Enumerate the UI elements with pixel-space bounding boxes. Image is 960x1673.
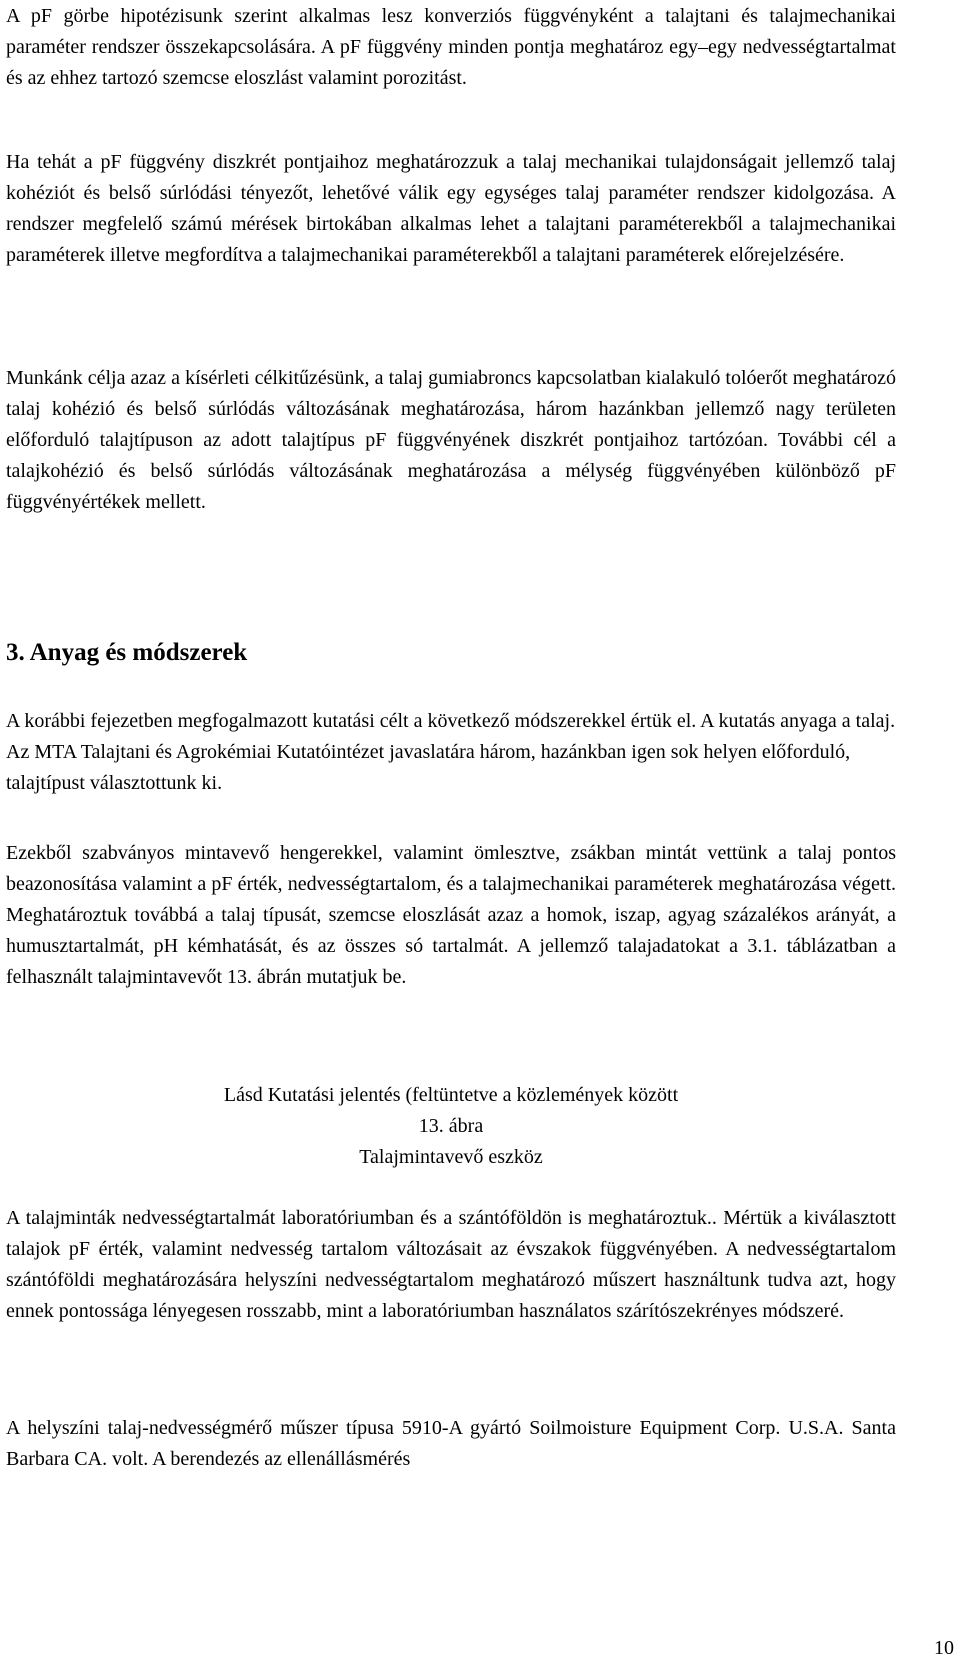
figure-caption bbox=[126, 1080, 776, 1173]
figure-caption-reference: Lásd Kutatási jelentés (feltüntetve a közlemények között bbox=[223, 1084, 679, 1106]
paragraph-methods-intro: A korábbi fejezetben megfogalmazott kutatási célt a következő módszerekkel értük el. A kutatás anyaga a talaj. Az MTA Talajtani és Agrokémiai Kutatóintézet javaslatára három, hazánkban igen sok helyen előforduló, talajtípust választottunk ki. bbox=[6, 710, 896, 794]
figure-caption-number: 13. ábra bbox=[418, 1115, 484, 1137]
paragraph-sampling: Ezekből szabványos mintavevő hengerekkel, valamint ömlesztve, zsákban mintát vettünk a talaj pontos beazonosítása valamint a pF érték, nedvességtartalom, és a talajmechanikai paraméterek meghatározása végett. Meghatároztuk továbbá a talaj típusát, szemcse eloszlását azaz a homok, iszap, agyag százalékos arányát, a humusztartalmát, pH kémhatását, és az összes só tartalmát. A jellemző talajadatokat a 3.1. táblázatban a felhasznált talajmintavevőt 13. ábrán mutatjuk be. bbox=[6, 842, 896, 988]
paragraph-pf-hypothesis: A pF görbe hipotézisunk szerint alkalmas lesz konverziós függvényként a talajtani és talajmechanikai paraméter rendszer összekapcsolására. A pF függvény minden pontja meghatároz egy–egy nedvességtartalmat és az ehhez tartozó szemcse eloszlást valamint porozitást. bbox=[6, 5, 896, 89]
paragraph-instrument: A helyszíni talaj-nedvességmérő műszer típusa 5910-A gyártó Soilmoisture Equipment Corp. U.S.A. Santa Barbara CA. volt. A berendezés az ellenállásmérés bbox=[6, 1417, 896, 1470]
paragraph-research-goal: Munkánk célja azaz a kísérleti célkitűzésünk, a talaj gumiabroncs kapcsolatban kialakuló tolóerőt meghatározó talaj kohézió és belső súrlódás változásának meghatározása, három hazánkban jellemző nagy területen előforduló talajtípuson az adott talajtípus pF függvényének diszkrét pontjaihoz tartózóan. További cél a talajkohézió és belső súrlódás változásának meghatározása a mélység függvényében különböző pF függvényértékek mellett. bbox=[6, 367, 896, 513]
page-number: 10 bbox=[934, 1637, 954, 1659]
paragraph-moisture: A talajminták nedvességtartalmát laboratóriumban és a szántóföldön is meghatároztuk.. Mértük a kiválasztott talajok pF érték, valamint nedvesség tartalom változásait az évszakok függvényében. A nedvességtartalom szántóföldi meghatározására helyszíni nedvességtartalom meghatározó műszert használtunk tudva azt, hogy ennek pontossága lényegesen rosszabb, mint a laboratóriumban használatos szárítószekrényes módszeré. bbox=[6, 1207, 896, 1322]
paragraph-parameter-system: Ha tehát a pF függvény diszkrét pontjaihoz meghatározzuk a talaj mechanikai tulajdonságait jellemző talaj kohéziót és belső súrlódási tényezőt, lehetővé válik egy egységes talaj paraméter rendszer kidolgozása. A rendszer megfelelő számú mérések birtokában alkalmas lehet a talajtani paraméterekből a talajmechanikai paraméterek illetve megfordítva a talajmechanikai paraméterekből a talajtani paraméterek előrejelzésére. bbox=[6, 151, 896, 266]
figure-caption-title: Talajmintavevő eszköz bbox=[359, 1146, 543, 1168]
section-heading: 3. Anyag és módszerek bbox=[6, 639, 248, 666]
